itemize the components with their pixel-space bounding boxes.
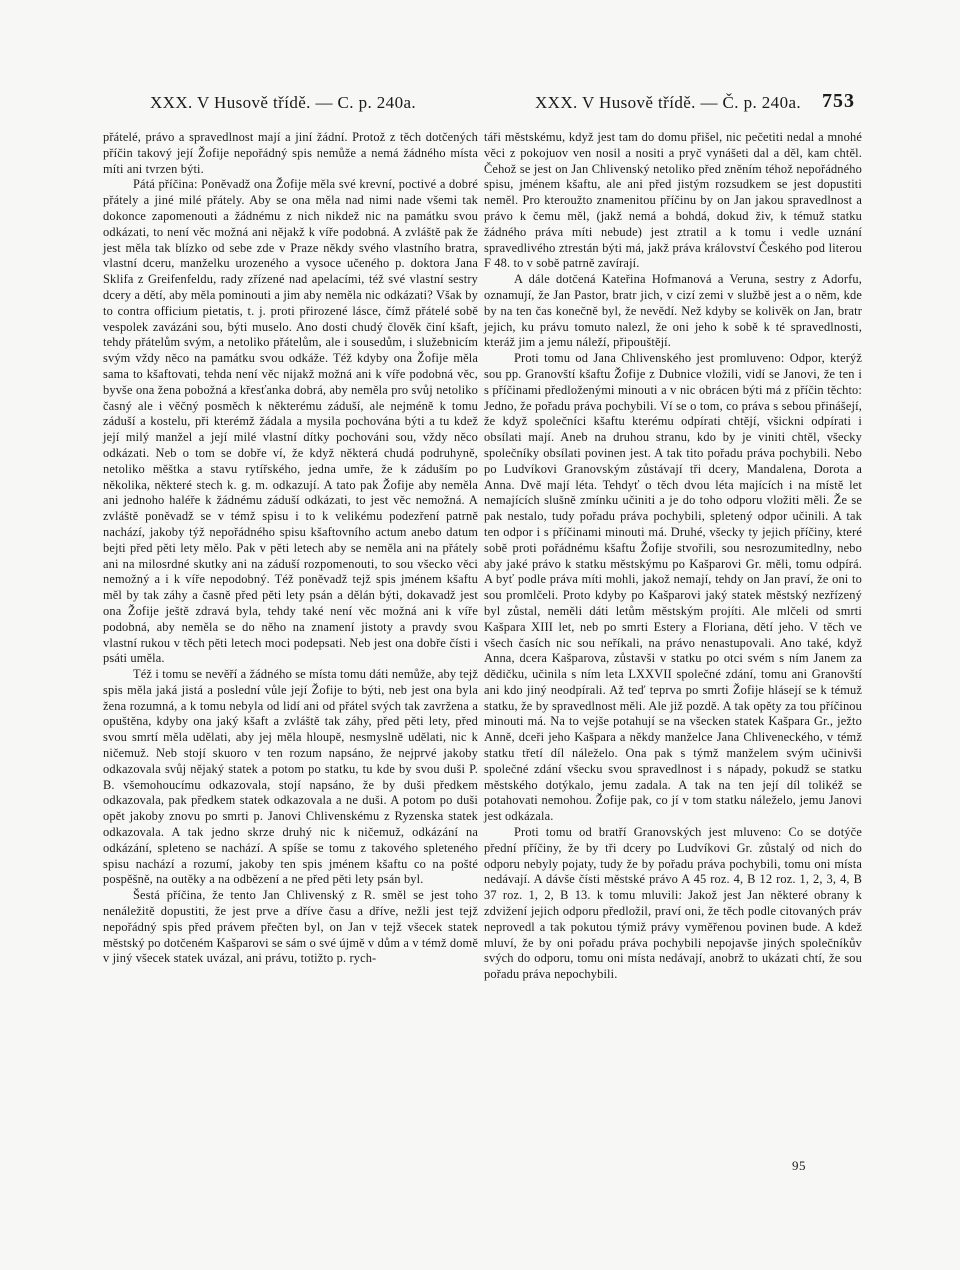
right-paragraph: Proti tomu od bratří Granovských jest mluveno: Co se dotýče přední příčiny, že by tři dcery po Ludvíkovi Gr. zůstalý od nich do odporu nebyly pojaty, tudy že by pořadu práva pochybili, tomu oni místa nedávají. A dávše čísti městské právo A 45 roz. 4, B 12 roz. 1, 2, 3, 4, B 37 roz. 1, 2, B 13. k tomu mluvili: Jakož jest Jan některé obrany k zdvižení jejich odporu předložil, praví oni, že těch podle citovaných práv neprovedl a tak pokutou týmiž právy vyměřenou povinen bude. A kdež mluví, že by oni pořadu práva pochybili nepojavše jiných společníkův svých do odporu, tomu oni místa nedávají, anobrž to ukázati chtí, že sou pořadu práva nepochybili. — [484, 825, 862, 982]
left-paragraph: Šestá příčina, že tento Jan Chlivenský z R. směl se jest toho nenáležitě dopustiti, že jest prve a dříve času a dříve, nežli jest tejž nepořádný spis před právem přečten byl, on Jan v tejž všecek statek městský po dotčeném Kašparovi se sám o své újmě v dům a v témž domě v jiný všecek statek uvázal, ani právu, totižto p. rych- — [103, 888, 478, 966]
left-column — [103, 130, 478, 967]
right-paragraph: A dále dotčená Kateřina Hofmanová a Veruna, sestry z Adorfu, oznamují, že Jan Pastor, bratr jich, v cizí zemi v službě jest a o něm, kde by na ten čas konečně byl, že nevědí. Než kdyby se kolivěk on Jan, bratr jejich, ku právu tomuto nalezl, že oni jeho k sobě k té spravedlnosti, kteráž jim a jemu náleží, připouštějí. — [484, 272, 862, 350]
left-paragraph: Pátá příčina: Poněvadž ona Žofije měla své krevní, poctivé a dobré přátely a jiné milé přátely. Aby se ona měla nad nimi nade všemi tak dokonce zapomenouti a žádnému z nich nikdež nic na památku svou odkázati, to není věc možná ani nějakž k víře podobná. A zvláště pak že jest měla tak blízko od sebe zde v Praze někdy svého vlastního bratra, vlastní dceru, manželku urozeného a vysoce učeného p. doktora Jana Sklifa z Greifenfeldu, rady zřízené nad apelacími, též své vlastní sestry dcery a dětí, aby měla pominouti a jim aby neměla nic odkázati? Však by to contra officium pietatis, t. j. proti přirozené lásce, čímž přátelé sobě vespolek zavázáni sou, býti muselo. Ano dosti chudý člověk činí kšaft, tehdy přátelům svým, a netoliko přátelům, ale i sousedům, i služebnicím svým vždy něco na památku svou odkáže. Též kdyby ona Žofije měla sama to kšaftovati, tehda není věc nijakž možná ani k víře podobná věc, byvše ona žena pobožná a křesťanka dobrá, aby neměla pro svůj netoliko časný ale i věčný posměch k některému záduší, ale nejméně k tomu záduší a kostelu, při kterémž žádala a mysila pochována býti a tu kdež její milý manžel a její milé vlastní dítky pochováni sou, vždy něco odkázati. Neb o tom se dobře ví, že když některá chudá podruhyně, netoliko měštka a stavu rytířského, jedna umře, že k záduším po několika, některé stech k. g. m. odkazují. A tato pak Žofije aby neměla ani jednoho haléře k žádnému záduší odkázati, to jest věc nemožná. A zvláště poněvadž se v témž spisu i to k velikému podezření patrně nachází, jakoby týž nepořádného spisu kšaftovního actum anebo datum bejti před pěti lety mělo. Pak v pěti letech aby se neměla ani na přátely ani na milosrdné skutky ani na záduší rozpomenouti, to sou všecko věci nemožný a i k víře nepodobný. Též poněvadž tejž spis jménem kšaftu měl by tak záhy a časně před pěti lety psán a dělán býti, dokavadž jest ona Žofije ještě zdravá byla, tehdy také není věc možná ani k víře podobná, aby neměla se do něho na znamení jistoty a pravdy svou vlastní rukou v těch pěti letech moci podepsati. Neb jest ona dobře čísti i psáti uměla. — [103, 177, 478, 666]
folio-number: 95 — [792, 1158, 806, 1173]
page-number: 753 — [822, 90, 855, 112]
right-column — [484, 130, 862, 983]
right-paragraph: táři městskému, když jest tam do domu přišel, nic pečetiti nedal a mnohé věci z pokojuov ven nosil a nositi a pryč vynášeti dal a děl, kam chtěl. Čehož se jest on Jan Chlivenský netoliko před zněním téhož nepořádného spisu, jménem kšaftu, ale ani před jistým rozsudkem se jest dopustiti neměl. Pro kteroužto znamenitou příčinu by on Jan jakou spravedlnost a právo k čemu měl, (jakž nemá a bohdá, dokud živ, k témuž statku žádného práva míti nebude) jest ztratil a k tomu i vedle uznání spravedlivého ztrestán býti má, jakž práva království Českého pod literou F 48. to v sobě patrně zavírají. — [484, 130, 862, 271]
running-head-left: XXX. V Husově třídě. — C. p. 240a. — [150, 93, 417, 112]
left-paragraph: přátelé, právo a spravedlnost mají a jiní žádní. Protož z těch dotčených příčin takový její Žofije nepořádný spis nemůže a nemá žádného místa míti ani tvrzen býti. — [103, 130, 478, 176]
running-head-right: XXX. V Husově třídě. — Č. p. 240a. — [535, 93, 802, 112]
left-paragraph: Též i tomu se nevěří a žádného se místa tomu dáti nemůže, aby tejž spis měla jaká jistá a poslední vůle její Žofije to býti, neb jest ona byla žena rozumná, a k tomu nebyla od lidí ani od přátel svých tak zavržena a opuštěna, kdyby ona jaký kšaft a zvláště tak záhy, před pěti lety, před svou smrtí měla udělati, aby jej měla hloupě, nesmyslně udělati, nic k ničemuž. Neb stojí skuoro v ten rozum napsáno, že nejprvé jakoby odkazovala svůj nějaký statek a potom po statku, tu kde by svou duši P. B. všemohoucímu odkazovala, stojí napsáno, že by duši předkem odkazovala, pak předkem statek odkazovala a ne duši. A potom po duši opět jakoby znovu po smrti p. Janovi Chlivenskému z Ryzenska statek odkazovala. A tak jedno skrze druhý nic k ničemuž, odkázání na odkázání, spleteno se nachází. A spíše se tomu z takového spleteného spisu nachází a rozumí, jakoby ten spis jménem kšaftu co na pošté pospěšně, na outěky a na odbězení a ne před pěti lety psán byl. — [103, 667, 478, 887]
right-paragraph: Proti tomu od Jana Chlivenského jest promluveno: Odpor, kterýž sou pp. Granovští kšaftu Žofije z Dubnice vložili, vidí se Janovi, že ten i s příčinami předloženými minouti a v nic obrácen býti má z příčin těchto: Jedno, že pořadu práva pochybili. Ví se o tom, co práva s sebou přinášejí, že když společníci kšaftu kterému odpírati chtějí, všickni odpírati i obsílati mají. Aneb na druhou stranu, kdo by je viniti chtěl, všecky společníky obsílati povinen jest. A tak tito pořadu práva pochybili. Nebo po Ludvíkovi Granovským zůstávají tři dcery, Mandalena, Dorota a Anna. Dvě mají léta. Tehdyť o těch dvou léta majících i na místě let nemajících slušně zmínku učiniti a je do toho odporu vložiti měli. Že se pak nestalo, tudy pořadu práva pochybili, spletený odpor učinili. A tak ten odpor i s příčinami minouti má. Druhé, všecky ty jejich příčiny, které sobě proti pořádnému kšaftu Žofije stvořili, sou nesrozumitedlny, nebo aby jaké právo k statku městskýmu po Kašparovi Gr. měli, tomu odpírá. A byť podle práva míti mohli, jakož nemají, tehdy on Jan praví, že oni to sou promlčeli. Proto kdyby po Kašparovi jaký statek městský nezřízený byl zůstal, neměli dáti letům městským projíti. Ale mlčeli od smrti Kašpara XIII let, neb po smrti Estery a Floriana, dětí jeho. V těch ve všech časích nic sou neříkali, na právo nenastupovali. Ano také, když Anna, dcera Kašparova, zůstavši v statku po otci svém s ním Janem za dědičku, učinila s ním leta LXXVII společné zdání, tomu ani Granovští ani kdo jiný neodpírali. Až teď teprva po smrti Žofije hlásejí se k témuž statku, že by spravedlnost měli. Ale již pozdě. A tak opěty za tou příčinou minouti má. Na to vejše potahují se na všecken statek Kašpara Gr., ježto Anně, dceři jeho Kašpara a někdy manželce Jana Chliveneckého, v témž statku třetí díl náleželo. Ona pak s týmž manželem svým učinivši společné zdání všecku svou spravedlnost i s nápady, pokudž se statku městského dotýkalo, jemu zadala. A tak na ten její díl tolikéž se potahovati nemohou. Žofije pak, co jí v tom statku náleželo, jemu Janovi jest odkázala. — [484, 351, 862, 824]
